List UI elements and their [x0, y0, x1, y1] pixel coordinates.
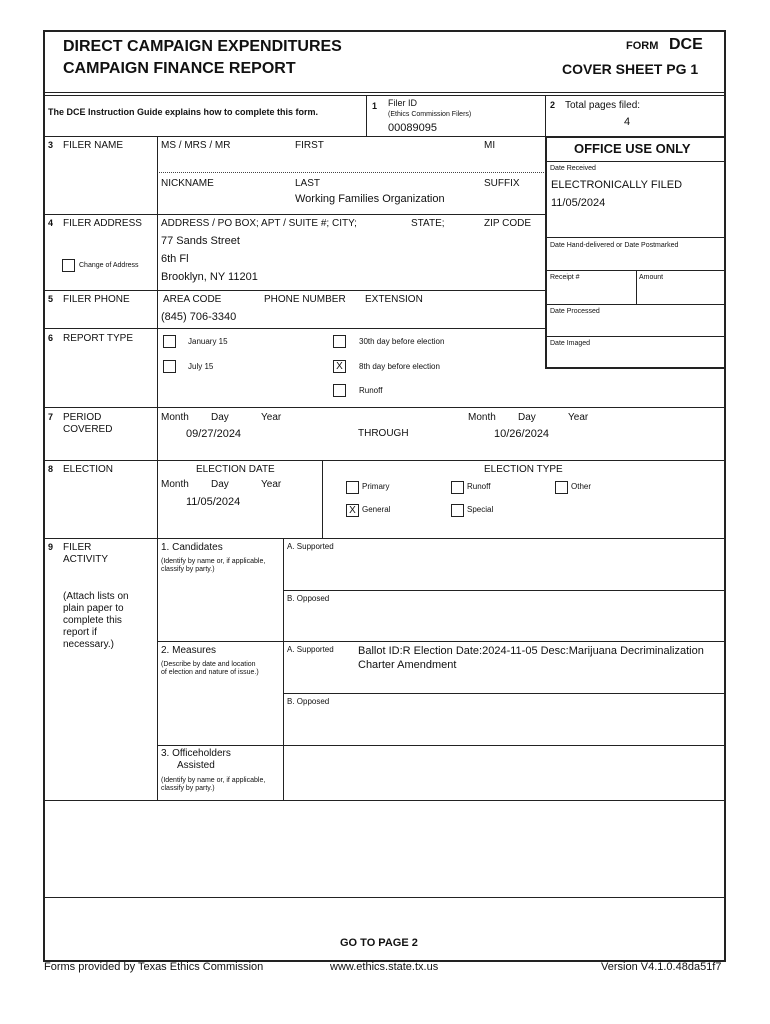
- phone-value: (845) 706-3340: [161, 311, 237, 323]
- form-title-line2: CAMPAIGN FINANCE REPORT: [63, 60, 296, 77]
- report-type-30day-checkbox[interactable]: [333, 335, 346, 348]
- last-name-value: Working Families Organization: [295, 193, 445, 205]
- candidates-label: 1. Candidates: [161, 542, 223, 553]
- receipt-label: Receipt #: [550, 274, 580, 281]
- election-other-label: Other: [571, 482, 592, 491]
- address-header: ADDRESS / PO BOX; APT / SUITE #; CITY;: [161, 218, 357, 229]
- election-year: Year: [261, 479, 282, 490]
- election-runoff-checkbox[interactable]: [451, 481, 464, 494]
- hand-delivered-label: Date Hand-delivered or Date Postmarked: [550, 242, 679, 249]
- report-type-8day-checkbox[interactable]: X: [333, 360, 346, 373]
- date-imaged-label: Date Imaged: [550, 340, 591, 347]
- filer-id-value: 00089095: [388, 122, 437, 134]
- candidates-opposed-label: B. Opposed: [287, 594, 330, 603]
- last-name-label: LAST: [295, 178, 321, 189]
- date-processed-label: Date Processed: [550, 308, 600, 315]
- address-line2: 6th Fl: [161, 253, 189, 265]
- footer-version: Version V4.1.0.48da51f7: [601, 961, 722, 973]
- office-use-title: OFFICE USE ONLY: [574, 141, 691, 156]
- report-type-runoff-label: Runoff: [359, 386, 383, 395]
- address-number: 4: [48, 218, 54, 228]
- activity-label-1: FILER: [63, 542, 92, 553]
- report-type-jul15-label: July 15: [188, 362, 214, 371]
- candidates-supported-label: A. Supported: [287, 542, 334, 551]
- election-number: 8: [48, 464, 54, 474]
- filer-id-sub: (Ethics Commission Filers): [388, 111, 472, 118]
- activity-number: 9: [48, 542, 54, 552]
- received-value-2: 11/05/2024: [551, 197, 606, 209]
- election-special-label: Special: [467, 505, 494, 514]
- period-from-month: Month: [161, 412, 189, 423]
- report-type-jul15-checkbox[interactable]: [163, 360, 176, 373]
- election-general-label: General: [362, 505, 391, 514]
- filer-name-label: FILER NAME: [63, 140, 124, 151]
- period-label-1: PERIOD: [63, 412, 102, 423]
- received-value-1: ELECTRONICALLY FILED: [551, 179, 683, 191]
- area-code-label: AREA CODE: [163, 294, 222, 305]
- measures-label: 2. Measures: [161, 645, 217, 656]
- footer-website[interactable]: www.ethics.state.tx.us: [330, 961, 439, 973]
- report-type-jan15-checkbox[interactable]: [163, 335, 176, 348]
- form-title-line1: DIRECT CAMPAIGN EXPENDITURES: [63, 38, 342, 55]
- total-pages-value: 4: [624, 116, 631, 128]
- period-to-year: Year: [568, 412, 589, 423]
- period-from-day: Day: [211, 412, 229, 423]
- report-type-label: REPORT TYPE: [63, 333, 134, 344]
- mi-label: MI: [484, 140, 496, 151]
- period-to-month: Month: [468, 412, 496, 423]
- state-header: STATE;: [411, 218, 445, 229]
- prefix-label: MS / MRS / MR: [161, 140, 231, 151]
- phone-number-index: 5: [48, 294, 54, 304]
- filer-name-number: 3: [48, 140, 54, 150]
- period-label-2: COVERED: [63, 424, 113, 435]
- measures-note: (Describe by date and location of election and nature of issue.): [161, 661, 259, 676]
- phone-number-label: PHONE NUMBER: [264, 294, 346, 305]
- election-day: Day: [211, 479, 229, 490]
- period-to-value: 10/26/2024: [494, 428, 550, 440]
- period-through: THROUGH: [358, 428, 409, 439]
- election-general-checkbox[interactable]: X: [346, 504, 359, 517]
- measures-opposed-label: B. Opposed: [287, 697, 330, 706]
- first-name-label: FIRST: [295, 140, 324, 151]
- period-to-day: Day: [518, 412, 536, 423]
- election-primary-label: Primary: [362, 482, 390, 491]
- election-special-checkbox[interactable]: [451, 504, 464, 517]
- form-label: FORM: [626, 40, 659, 52]
- report-type-jan15-label: January 15: [188, 337, 228, 346]
- activity-attach-note: (Attach lists on plain paper to complete this report if necessary.): [63, 591, 129, 650]
- report-type-runoff-checkbox[interactable]: [333, 384, 346, 397]
- candidates-note: (Identify by name or, if applicable, classify by party.): [161, 558, 266, 573]
- suffix-label: SUFFIX: [484, 178, 520, 189]
- address-label: FILER ADDRESS: [63, 218, 142, 229]
- period-from-year: Year: [261, 412, 282, 423]
- footer-provider: Forms provided by Texas Ethics Commission: [44, 961, 264, 973]
- election-date-value: 11/05/2024: [186, 496, 241, 508]
- officeholders-label-1: 3. Officeholders: [161, 748, 231, 759]
- instruction-text: The DCE Instruction Guide explains how to complete this form.: [48, 107, 319, 117]
- election-label: ELECTION: [63, 464, 114, 475]
- go-to-page-2: GO TO PAGE 2: [340, 937, 418, 949]
- officeholders-note: (Identify by name or, if applicable, classify by party.): [161, 777, 266, 792]
- period-number: 7: [48, 412, 54, 422]
- extension-label: EXTENSION: [365, 294, 423, 305]
- address-line1: 77 Sands Street: [161, 235, 240, 247]
- officeholders-label-2: Assisted: [177, 760, 215, 771]
- zip-header: ZIP CODE: [484, 218, 532, 229]
- total-pages-number: 2: [550, 100, 556, 110]
- filer-id-number: 1: [372, 101, 378, 111]
- date-received-label: Date Received: [550, 165, 596, 172]
- election-month: Month: [161, 479, 189, 490]
- activity-label-2: ACTIVITY: [63, 554, 109, 565]
- election-type-header: ELECTION TYPE: [484, 464, 563, 475]
- form-code: DCE: [669, 36, 703, 53]
- measures-supported-label: A. Supported: [287, 645, 334, 654]
- amount-label: Amount: [639, 274, 664, 281]
- phone-label: FILER PHONE: [63, 294, 130, 305]
- cover-sheet-label: COVER SHEET PG 1: [562, 61, 699, 77]
- report-type-8day-label: 8th day before election: [359, 362, 440, 371]
- election-primary-checkbox[interactable]: [346, 481, 359, 494]
- election-runoff-label: Runoff: [467, 482, 491, 491]
- total-pages-label: Total pages filed:: [565, 100, 641, 111]
- period-from-value: 09/27/2024: [186, 428, 242, 440]
- measures-supported-value: Ballot ID:R Election Date:2024-11-05 Desc:Marijuana Decriminalization Charter Amendment: [358, 645, 704, 671]
- filer-id-label: Filer ID: [388, 98, 417, 108]
- election-date-header: ELECTION DATE: [196, 464, 275, 475]
- change-of-address-label: Change of Address: [79, 262, 139, 269]
- address-line3: Brooklyn, NY 11201: [161, 271, 258, 283]
- election-other-checkbox[interactable]: [555, 481, 568, 494]
- report-type-number: 6: [48, 333, 54, 343]
- report-type-30day-label: 30th day before election: [359, 337, 445, 346]
- change-of-address-checkbox[interactable]: [62, 259, 75, 272]
- nickname-label: NICKNAME: [161, 178, 214, 189]
